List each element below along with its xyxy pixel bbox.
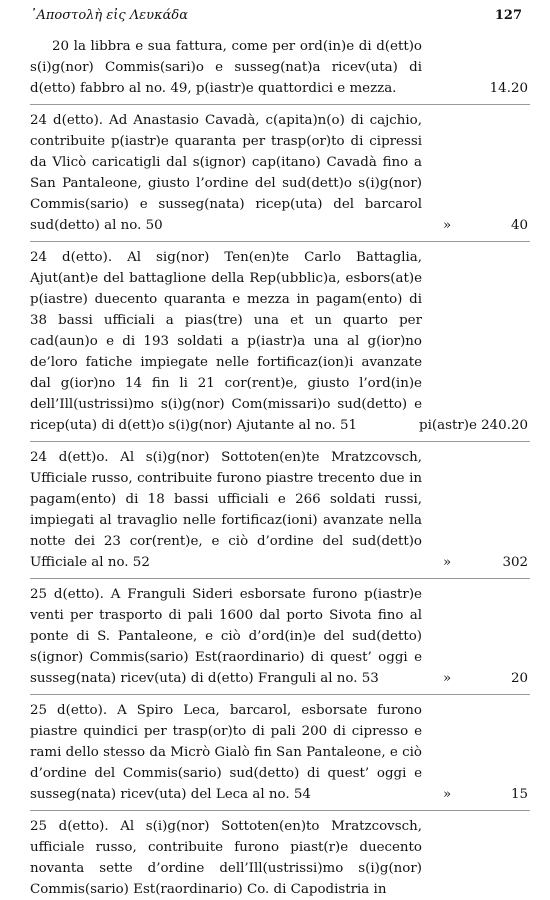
entry-amount: 14.20	[489, 81, 528, 96]
entry-amount: pi(astr)e 240.20	[419, 418, 528, 433]
entry-text: 24 d(etto). Ad Anastasio Cavadà, c(apita)n(o) di cajchio, contribuite p(iastr)e quaranta per trasp(or)to di cipressi da Vlicò caricatigli dal s(ignor) cap(itano) Cavadà fino a San Pantaleone, giusto l’ordine del sud(dett)o s(i)g(nor) Commis(sario) e susseg(nata) ricep(uta) del barcarol sud(detto) al no. 50	[30, 113, 422, 233]
entry-divider	[30, 441, 530, 442]
ledger-entry	[30, 816, 550, 900]
ledger-entry	[30, 700, 550, 805]
entry-text: 20 la libbra e sua fattura, come per ord(in)e di d(ett)o s(i)g(nor) Commis(sari)o e susseg(nat)a ricev(uta) di d(etto) fabbro al no. 49, p(iastr)e quattordici e mezza.	[30, 39, 422, 96]
entry-amount: 15	[510, 787, 528, 802]
entry-text: 24 d(etto). Al sig(nor) Ten(en)te Carlo Battaglia, Ajut(ant)e del battaglione della Rep(ubblic)a, esbors(at)e p(iastre) duecento quaranta e mezza in pagam(ento) di 38 bassi ufficiali a pias(tre) una et un quarto per cad(aun)o e di 193 soldati a p(iastr)a una al g(ior)no de’loro fatiche impiegate nelle fortificaz(ion)i avanzate dal g(ior)no 14 fin li 21 cor(rent)e, giusto l’ord(in)e dell’Ill(ustrissi)mo s(i)g(nor) Com(missari)o sud(detto) e ricep(uta) di d(ett)o s(i)g(nor) Ajutante al no. 51	[30, 250, 422, 433]
entry-divider	[30, 694, 530, 695]
entry-text: 24 d(ett)o. Al s(i)g(nor) Sottoten(en)te Mratzcovsch, Ufficiale russo, contribuite furono piastre trecento due in pagam(ento) di 18 bassi ufficiali e 266 soldati russi, impiegati al travaglio nelle fortificaz(ioni) avanzate nella notte dei 23 cor(rent)e, e ciò d’ordine del sud(dett)o Ufficiale al no. 52	[30, 450, 422, 570]
entry-amount: 302	[502, 555, 528, 570]
ledger-entry	[30, 447, 550, 573]
entry-divider	[30, 578, 530, 579]
ledger-entry	[30, 247, 550, 436]
entry-text: 25 d(etto). A Franguli Sideri esborsate furono p(iastr)e venti per trasporto di pali 1600 dal porto Sivota fino al ponte di S. Pantaleone, e ciò d’ord(in)e del sud(detto) s(ignor) Commis(sario) Est(raordinario) di quest’ oggi e susseg(nata) ricev(uta) di d(etto) Franguli al no. 53	[30, 587, 422, 686]
ditto-marker: »	[443, 218, 452, 233]
ledger-entry	[30, 36, 550, 99]
entry-divider	[30, 241, 530, 242]
ledger-entry	[30, 584, 550, 689]
running-title: ᾿Αποστολὴ εἰς Λευκάδα	[30, 8, 188, 23]
ditto-marker: »	[443, 787, 452, 802]
ditto-marker: »	[443, 671, 452, 686]
entry-amount: 20	[510, 671, 528, 686]
entry-text: 25 d(etto). Al s(i)g(nor) Sottoten(en)to Mratzcovsch, ufficiale russo, contribuite furono piast(r)e duecento novanta sette d’ordine dell’Ill(ustrissi)mo s(i)g(nor) Commis(sario) Est(raordinario) Co. di Capodistria in	[30, 819, 422, 897]
entry-text: 25 d(etto). A Spiro Leca, barcarol, esborsate furono piastre quindici per trasp(or)to di pali 200 di cipresso e rami dello stesso da Micrò Gialò fin San Pantaleone, e ciò d’ordine del Commis(sario) sud(detto) di quest’ oggi e susseg(nata) ricev(uta) del Leca al no. 54	[30, 703, 422, 802]
page-header	[30, 8, 522, 28]
ledger-entry	[30, 110, 550, 236]
entry-divider	[30, 104, 530, 105]
page-number: 127	[494, 8, 522, 23]
entry-amount: 40	[510, 218, 528, 233]
ditto-marker: »	[443, 555, 452, 570]
entry-divider	[30, 810, 530, 811]
